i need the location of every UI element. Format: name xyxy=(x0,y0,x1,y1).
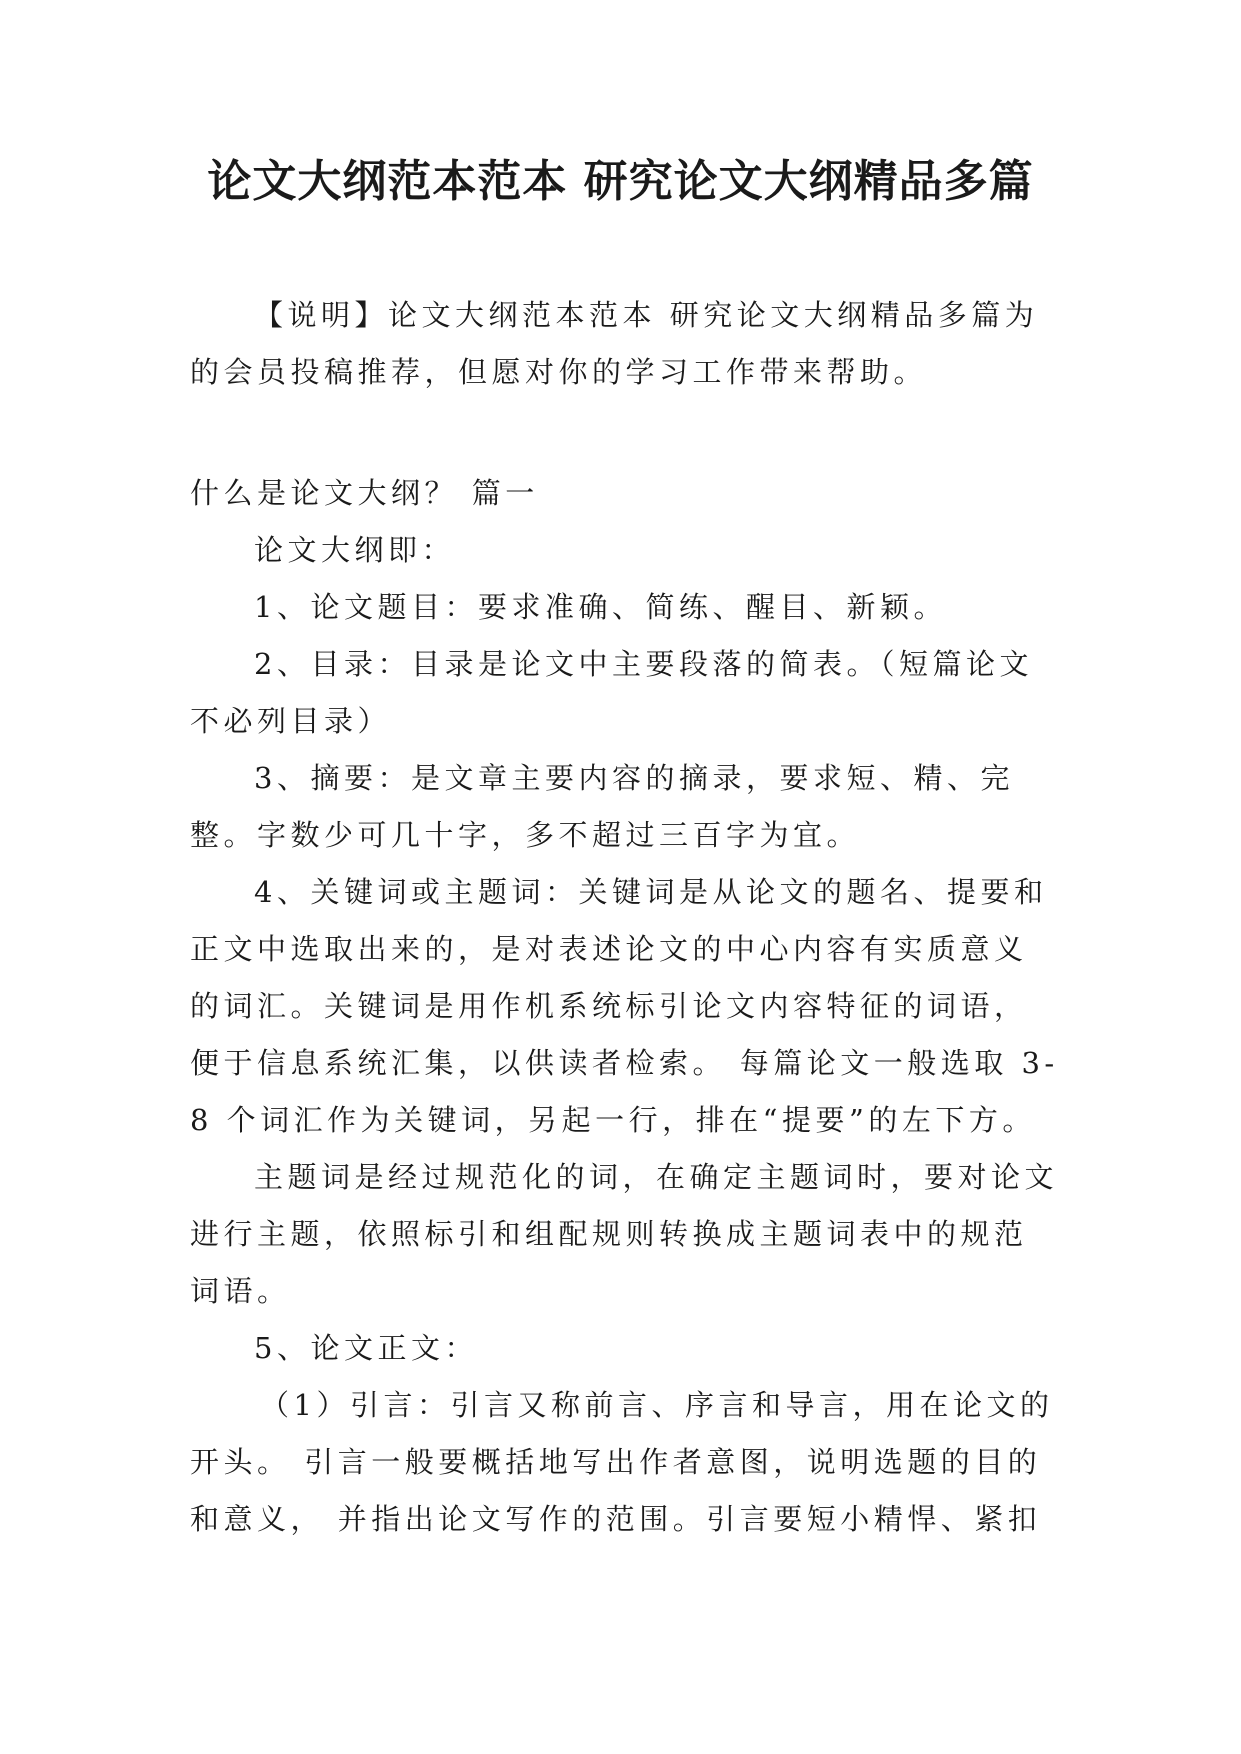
document-title: 论文大纲范本范本 研究论文大纲精品多篇 xyxy=(207,156,1034,207)
paragraph: 5、论文正文： xyxy=(254,1331,478,1365)
paragraph: 1、论文题目：要求准确、简练、醒目、新颖。 xyxy=(254,590,947,624)
intro-block xyxy=(190,287,1060,401)
paragraph: （1）引言：引言又称前言、序言和导言，用在论文的开头。 引言一般要概括地写出作者意图，说明选题的目的和意义， 并指出论文写作的范围。引言要短小精悍、紧扣 xyxy=(190,1388,1054,1536)
paragraph: 3、摘要：是文章主要内容的摘录，要求短、精、完整。字数少可几十字，多不超过三百字为宜。 xyxy=(190,761,1014,852)
intro-paragraph: 【说明】论文大纲范本范本 研究论文大纲精品多篇为的会员投稿推荐，但愿对你的学习工作带来帮助。 xyxy=(190,298,1039,389)
paragraph: 4、关键词或主题词：关键词是从论文的题名、提要和正文中选取出来的，是对表述论文的中心内容有实质意义的词汇。关键词是用作机系统标引论文内容特征的词语，便于信息系统汇集，以供读者检索。 每篇论文一般选取 3-8 个词汇作为关键词，另起一行，排在“提要”的左下方。 xyxy=(190,875,1059,1137)
paragraph: 主题词是经过规范化的词，在确定主题词时，要对论文进行主题，依照标引和组配规则转换成主题词表中的规范词语。 xyxy=(190,1160,1059,1308)
section-heading: 什么是论文大纲？ 篇一 xyxy=(190,476,539,510)
section-block xyxy=(190,465,1060,1548)
paragraph: 2、目录：目录是论文中主要段落的简表。（短篇论文不必列目录） xyxy=(190,647,1033,738)
paragraph: 论文大纲即： xyxy=(254,533,456,567)
